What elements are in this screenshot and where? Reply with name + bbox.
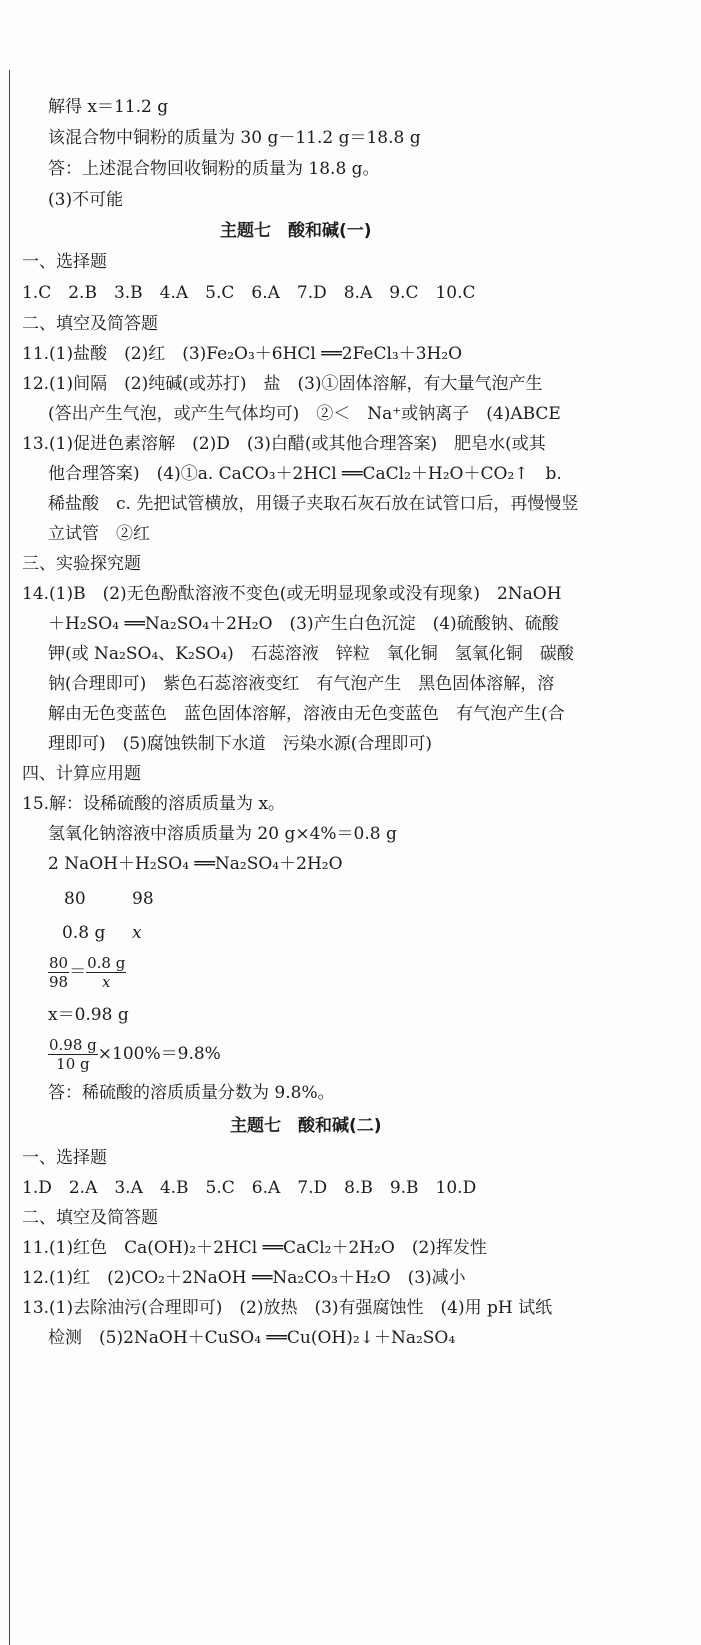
answer-line: 氢氧化钠溶液中溶质质量为 20 g×4%＝0.8 g xyxy=(48,824,397,844)
equals-sign: ＝ xyxy=(69,962,87,982)
subsection-heading: 四、计算应用题 xyxy=(22,764,141,784)
ratio-value: 0.8 g xyxy=(62,923,106,943)
answer-line: 11.(1)红色 Ca(OH)₂＋2HCl ══CaCl₂＋2H₂O (2)挥发性 xyxy=(22,1238,487,1258)
fraction xyxy=(48,1036,98,1073)
ratio-value: x xyxy=(132,923,142,943)
answer-line: 14.(1)B (2)无色酚酞溶液不变色(或无明显现象或没有现象) 2NaOH xyxy=(22,584,562,604)
fraction xyxy=(48,954,69,991)
answer-line: 稀盐酸 c. 先把试管横放，用镊子夹取石灰石放在试管口后，再慢慢竖 xyxy=(48,494,579,514)
answer-line: 1.D 2.A 3.A 4.B 5.C 6.A 7.D 8.B 9.B 10.D xyxy=(22,1178,477,1198)
denominator: 98 xyxy=(49,973,69,991)
subsection-heading: 一、选择题 xyxy=(22,1148,107,1168)
subsection-heading: 一、选择题 xyxy=(22,252,107,272)
equation-line: 2 NaOH＋H₂SO₄ ══Na₂SO₄＋2H₂O xyxy=(48,854,343,874)
denominator: x xyxy=(101,973,111,991)
section-heading: 主题七 酸和碱(一) xyxy=(220,221,372,241)
denominator: 10 g xyxy=(56,1055,90,1073)
numerator: 0.98 g xyxy=(49,1036,97,1054)
answer-line: 答：稀硫酸的溶质质量分数为 9.8%。 xyxy=(48,1083,335,1103)
section-heading: 主题七 酸和碱(二) xyxy=(230,1116,382,1136)
subsection-heading: 三、实验探究题 xyxy=(22,554,141,574)
answer-line: 1.C 2.B 3.B 4.A 5.C 6.A 7.D 8.A 9.C 10.C xyxy=(22,283,476,303)
text-line: 该混合物中铜粉的质量为 30 g－11.2 g＝18.8 g xyxy=(48,128,421,148)
answer-line: 13.(1)去除油污(合理即可) (2)放热 (3)有强腐蚀性 (4)用 pH 试纸 xyxy=(22,1298,553,1318)
answer-line: 11.(1)盐酸 (2)红 (3)Fe₂O₃＋6HCl ══2FeCl₃＋3H₂O xyxy=(22,344,463,364)
subsection-heading: 二、填空及简答题 xyxy=(22,314,158,334)
text-line: 解得 x＝11.2 g xyxy=(48,97,169,117)
ratio-value: 80 xyxy=(64,889,86,909)
answer-line: 13.(1)促进色素溶解 (2)D (3)白醋(或其他合理答案) 肥皂水(或其 xyxy=(22,434,546,454)
answer-line: 理即可) (5)腐蚀铁制下水道 污染水源(合理即可) xyxy=(48,734,432,754)
percentage-equation xyxy=(48,1036,221,1073)
answer-line: 12.(1)间隔 (2)纯碱(或苏打) 盐 (3)①固体溶解，有大量气泡产生 xyxy=(22,374,543,394)
answer-line: ＋H₂SO₄ ══Na₂SO₄＋2H₂O (3)产生白色沉淀 (4)硫酸钠、硫酸 xyxy=(48,614,559,634)
answer-line: 解由无色变蓝色 蓝色固体溶解，溶液由无色变蓝色 有气泡产生(合 xyxy=(48,704,565,724)
answer-line: 他合理答案) (4)①a. CaCO₃＋2HCl ══CaCl₂＋H₂O＋CO₂↑ b. xyxy=(48,464,562,484)
margin-line xyxy=(9,70,10,1645)
numerator: 0.8 g xyxy=(87,954,126,972)
ratio-value: 98 xyxy=(132,889,154,909)
answer-line: 12.(1)红 (2)CO₂＋2NaOH ══Na₂CO₃＋H₂O (3)减小 xyxy=(22,1268,466,1288)
text-line: 答：上述混合物回收铜粉的质量为 18.8 g。 xyxy=(48,159,380,179)
fraction xyxy=(86,954,126,991)
answer-line: 钠(合理即可) 紫色石蕊溶液变红 有气泡产生 黑色固体溶解，溶 xyxy=(48,674,555,694)
numerator: 80 xyxy=(49,954,69,972)
answer-line: 钾(或 Na₂SO₄、K₂SO₄) 石蕊溶液 锌粒 氧化铜 氢氧化铜 碳酸 xyxy=(48,644,574,664)
subsection-heading: 二、填空及简答题 xyxy=(22,1208,158,1228)
answer-line: 检测 (5)2NaOH＋CuSO₄ ══Cu(OH)₂↓＋Na₂SO₄ xyxy=(48,1328,456,1348)
text-line: (3)不可能 xyxy=(48,190,124,210)
answer-line: 15.解：设稀硫酸的溶质质量为 x。 xyxy=(22,794,286,814)
answer-line: 立试管 ②红 xyxy=(48,524,150,544)
answer-line: (答出产生气泡，或产生气体均可) ②＜ Na⁺或钠离子 (4)ABCE xyxy=(48,404,561,424)
percentage-result: ×100%＝9.8% xyxy=(97,1044,221,1064)
answer-line: x＝0.98 g xyxy=(48,1005,129,1025)
proportion-equation xyxy=(48,954,126,991)
